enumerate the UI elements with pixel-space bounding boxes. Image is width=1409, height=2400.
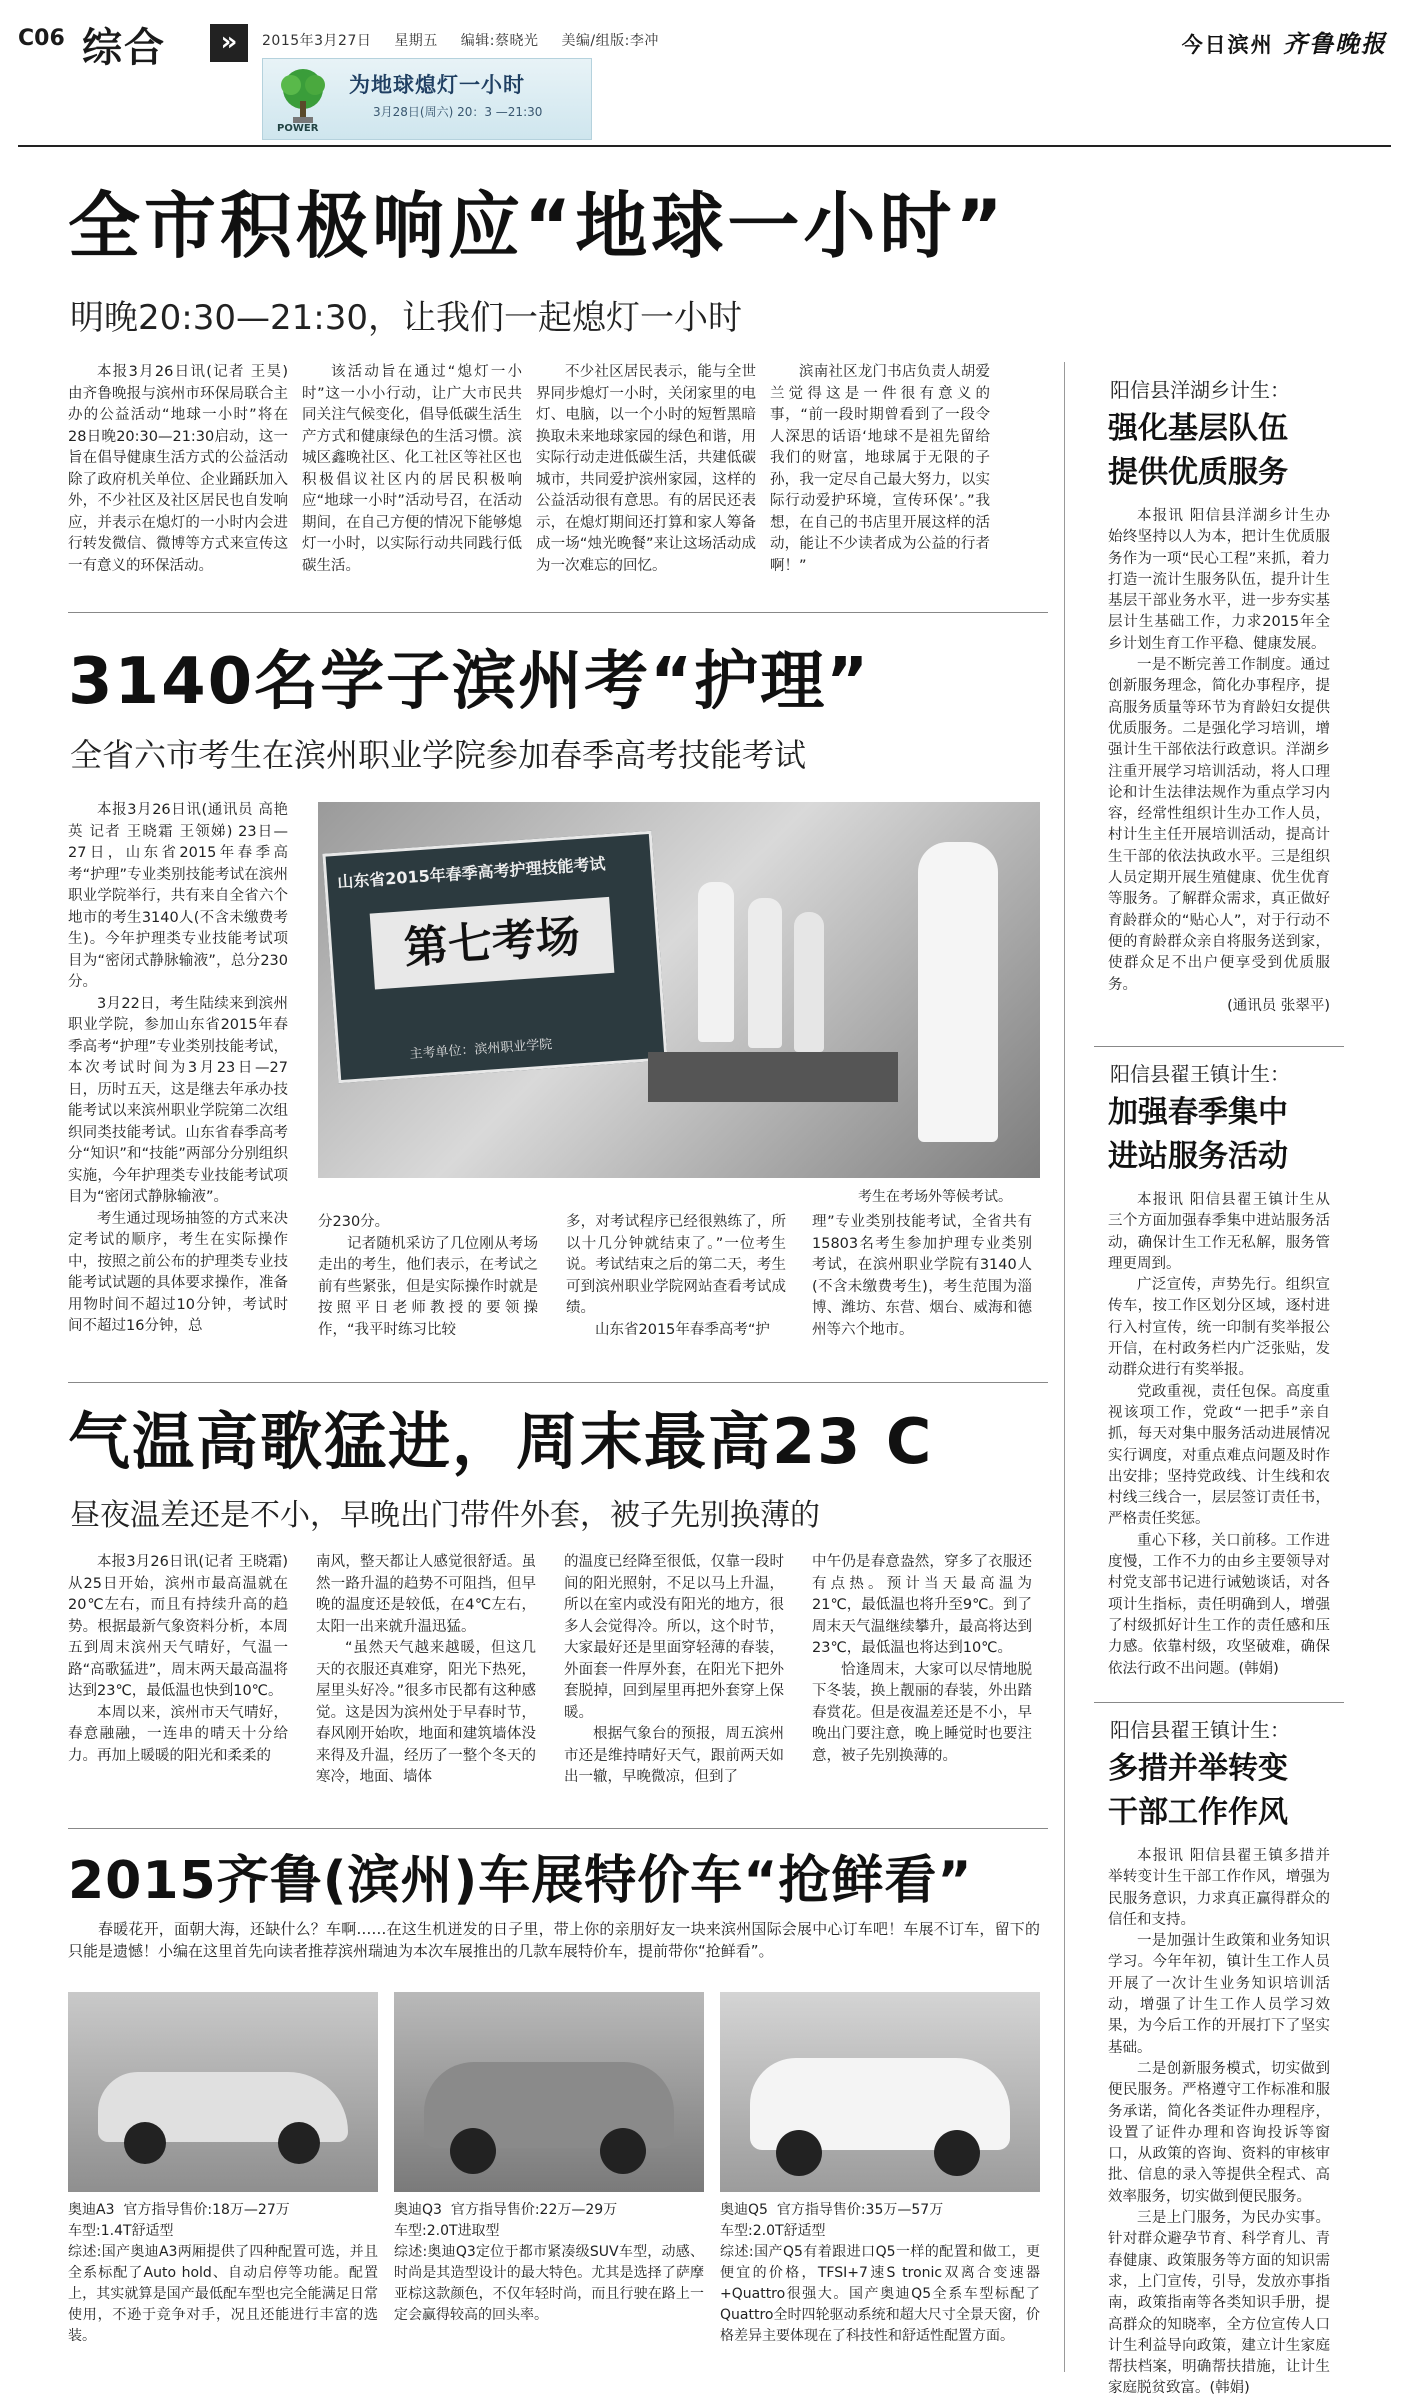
car-photo-q5 [720, 1992, 1040, 2192]
car-name: 奥迪A3 [68, 2202, 115, 2218]
article2-col1: 本报3月26日讯(通讯员 高艳英 记者 王晓霜 王领娣) 23日—27日，山东省2015年春季高考“护理”专业类别技能考试在滨州职业学院举行，共有来自全省六个地市的考生3140人(不含未缴费考生)。今年护理类专业技能考试项目为“密闭式静脉输液”，总分230分。 3月22日，考生陆续来到滨州职业学院，参加山东省2015年春季高考“护理”专业类别技能考试，本次考试时间为3月23日—27日，历时五天，这是继去年承办技能考试以来滨州职业学院第二次组织同类技能考试。山东省春季高考分“知识”和“技能”两部分分别组织实施，今年护理类专业技能考试项目为“密闭式静脉输液”。 考生通过现场抽签的方式来决定考试的顺序，考生在实际操作中，按照之前公布的护理类专业技能考试试题的具体要求操作，准备用物时间不超过10分钟，考试时间不超过16分钟，总 [68, 802, 288, 1334]
article3-col3: 的温度已经降至很低，仅靠一段时间的阳光照射，不足以马上升温，所以在室内或没有阳光的地方，很多人会觉得冷。所以，这个时节，大家最好还是里面穿轻薄的春装，外面套一件厚外套，在阳光下把外套脱掉，回到屋里再把外套穿上保暖。 根据气象台的预报，周五滨州市还是维持晴好天气，跟前两天如出一辙，早晚微凉，但到了 [564, 1554, 784, 1785]
nurse-figure [794, 912, 824, 1052]
banner-power-label: POWER [277, 123, 319, 134]
banner-subtitle: 3月28日(周六) 20：3 —21:30 [373, 105, 543, 119]
car-price: 官方指导售价:18万—27万 [123, 2202, 290, 2218]
earth-hour-banner [262, 58, 592, 140]
page-number: C06 [18, 26, 65, 51]
photo-caption: 考生在考场外等候考试。 [858, 1189, 1012, 1205]
design-credit: 美编/组版:李冲 [561, 33, 659, 49]
car-price: 官方指导售价:22万—29万 [450, 2202, 618, 2218]
issue-date: 2015年3月27日 [262, 33, 372, 49]
car-caption-q5 [720, 2200, 1040, 2370]
car-desc: 综述:国产奥迪A3两厢提供了四种配置可选，并且全系标配了Auto hold、自动启停等功能。配置上，其实就算是国产最低配车型也完全能满足日常使用，不逊于竞争对手，况且还能进行丰富的选装。 [68, 2244, 378, 2344]
sidebar2-title-line2: 进站服务活动 [1108, 1139, 1288, 1174]
car-price: 官方指导售价:35万—57万 [776, 2202, 944, 2218]
article4-headline: 2015齐鲁(滨州)车展特价车“抢鲜看” [68, 1851, 973, 1911]
article1-subhead: 明晚20:30—21:30，让我们一起熄灯一小时 [70, 298, 742, 338]
header-rule [18, 145, 1391, 147]
sidebar1-kicker: 阳信县洋湖乡计生： [1110, 378, 1290, 402]
banner-title: 为地球熄灯一小时 [349, 73, 525, 97]
article2-col2: 分230分。 记者随机采访了几位刚从考场走出的考生，他们表示，在考试之前有些紧张，但是实际操作时就是按照平日老师教授的要领操作，“我平时练习比较 [318, 1214, 538, 1338]
car-caption-a3 [68, 2200, 378, 2370]
article3-headline: 气温高歌猛进，周末最高23 C [68, 1405, 934, 1478]
sidebar3-title-line2: 干部工作作风 [1108, 1795, 1288, 1830]
sidebar2-kicker: 阳信县翟王镇计生： [1110, 1062, 1290, 1086]
article1-col4: 滨南社区龙门书店负责人胡爱兰觉得这是一件很有意义的事，“前一段时期曾看到了一段令人深思的话语‘地球不是祖先留给我们的财富，地球属于无限的子孙，我一定尽自己最大努力，以实际行动爱护环境，宣传环保’。”我想，在自己的书店里开展这样的活动，能让不少读者成为公益的行者啊！” [770, 364, 990, 574]
chevron-double-right-icon: » [210, 24, 248, 62]
board-org: 主考单位：滨州职业学院 [409, 1037, 553, 1063]
divider [1094, 1702, 1344, 1703]
brand-prefix: 今日滨州 [1181, 33, 1274, 57]
article1-headline: 全市积极响应“地球一小时” [68, 184, 1007, 268]
exam-photo [318, 802, 1040, 1178]
board-title: 山东省2015年春季高考护理技能考试 [336, 854, 606, 892]
divider [1094, 1046, 1344, 1047]
article2-headline: 3140名学子滨州考“护理” [68, 645, 871, 719]
car-caption-q3 [394, 2200, 704, 2370]
car-model: 车型:2.0T进取型 [394, 2223, 500, 2239]
nurse-figure [698, 882, 734, 1042]
editor-credit: 编辑:蔡晓光 [460, 33, 539, 49]
header-meta [262, 30, 677, 50]
board-room: 第七考场 [370, 897, 615, 990]
exam-room-board [322, 831, 667, 1083]
brand-name: 齐鲁晚报 [1283, 29, 1387, 58]
divider [68, 612, 1048, 613]
sidebar1-body: 本报讯 阳信县洋湖乡计生办始终坚持以人为本，把计生优质服务作为一项“民心工程”来抓，着力打造一流计生服务队伍，提升计生基层干部业务水平，进一步夯实基层计生基础工作，力求2015年全乡计划生育工作平稳、健康发展。 一是不断完善工作制度。通过创新服务理念，简化办事程序，提高服务质量等环节为育龄妇女提供优质服务。二是强化学习培训，增强计生干部依法行政意识。洋湖乡注重开展学习培训活动，将人口理论和计生法律法规作为重点学习内容，经常性组织计生办工作人员，村计生主任开展培训活动，提高计生干部的依法执政水平。三是组织人员定期开展生殖健康、优生优育等服务。了解群众需求，真正做好育龄群众的“贴心人”，对于行动不便的育龄群众亲自将服务送到家，使群众足不出户便享受到优质服务。 (通讯员 张翠平) [1108, 506, 1330, 1038]
article1-col1: 本报3月26日讯(记者 王昊) 由齐鲁晚报与滨州市环保局联合主办的公益活动“地球一小时”将在28日晚20:30—21:30启动，这一旨在倡导健康生活方式的公益活动除了政府机关单位、企业踊跃加入外，不少社区及社区居民也自发响应，并表示在熄灯的一小时内会进行转发微信、微博等方式来宣传这一有意义的环保活动。 [68, 364, 288, 574]
article3-col1: 本报3月26日讯(记者 王晓霜) 从25日开始，滨州市最高温就在20℃左右，而且有持续升高的趋势。根据最新气象资料分析，本周五到周末滨州天气晴好，气温一路“高歌猛进”，周末两天最高温将达到23℃，最低温也快到10℃。 本周以来，滨州市天气晴好，春意融融，一连串的晴天十分给力。再加上暖暖的阳光和柔柔的 [68, 1554, 288, 1764]
sidebar2-title-line1: 加强春季集中 [1108, 1095, 1288, 1130]
exam-table [648, 1052, 898, 1102]
section-title: 综合 [82, 25, 166, 71]
masthead-brand [1182, 24, 1387, 59]
divider [68, 1828, 1048, 1829]
sidebar3-title-line1: 多措并举转变 [1108, 1751, 1288, 1786]
car-desc: 综述:奥迪Q3定位于都市紧凑级SUV车型，动感、时尚是其造型设计的最大特色。尤其是选择了萨摩亚棕这款颜色，不仅年轻时尚，而且行驶在路上一定会赢得较高的回头率。 [394, 2244, 704, 2323]
sidebar-divider [1064, 362, 1065, 2372]
sidebar1-sign: (通讯员 张翠平) [1227, 997, 1330, 1014]
article2-subhead: 全省六市考生在滨州职业学院参加春季高考技能考试 [70, 736, 807, 774]
article1-col3: 不少社区居民表示，能与全世界同步熄灯一小时，关闭家里的电灯、电脑，以一个小时的短暂黑暗换取未来地球家园的绿色和谐，用实际行动走进低碳生活，共建低碳城市，共同爱护滨州家园，这样的公益活动很有意思。有的居民还表示，在熄灯期间还打算和家人筹备成一场“烛光晚餐”来让这场活动成为一次难忘的回忆。 [536, 364, 756, 574]
nurse-figure [918, 842, 998, 1142]
article4-lead: 春暖花开，面朝大海，还缺什么？车啊……在这生机迸发的日子里，带上你的亲朋好友一块来滨州国际会展中心订车吧！车展不订车，留下的只能是遗憾！小编在这里首先向读者推荐滨州瑞迪为本次车展推出的几款车展特价车，提前带你“抢鲜看”。 [68, 1920, 1040, 1960]
article3-subhead: 昼夜温差还是不小，早晚出门带件外套，被子先别换薄的 [70, 1498, 820, 1533]
car-photo-a3 [68, 1992, 378, 2192]
article2-col4: 理”专业类别技能考试，全省共有15803名考生参加护理专业类别考试，在滨州职业学院有3140人(不含未缴费考生)，考生范围为淄博、潍坊、东营、烟台、威海和德州等六个地市。 [812, 1214, 1032, 1338]
article3-col4: 中午仍是春意盎然，穿多了衣服还有点热。预计当天最高温为21℃，最低温也将升至9℃。到了周末天气温继续攀升，最高将达到23℃，最低温也将达到10℃。 恰逢周末，大家可以尽情地脱下冬装，换上靓丽的春装，外出踏春赏花。但是夜温差还是不小，早晚出门要注意，晚上睡觉时也要注意，被子先别换薄的。 [812, 1554, 1032, 1764]
car-name: 奥迪Q3 [394, 2202, 442, 2218]
car-name: 奥迪Q5 [720, 2202, 768, 2218]
sidebar3-kicker: 阳信县翟王镇计生： [1110, 1718, 1290, 1742]
car-photo-q3 [394, 1992, 704, 2192]
sidebar1-title-line1: 强化基层队伍 [1108, 411, 1288, 446]
car-model: 车型:1.4T舒适型 [68, 2223, 174, 2239]
article2-col3: 多，对考试程序已经很熟练了，所以十几分钟就结束了。”一位考生说。考试结束之后的第二天，考生可到滨州职业学院网站查看考试成绩。 山东省2015年春季高考“护 [566, 1214, 786, 1338]
nurse-figure [748, 898, 782, 1048]
issue-weekday: 星期五 [394, 33, 438, 49]
sidebar1-title-line2: 提供优质服务 [1108, 455, 1288, 490]
article3-col2: 南风，整天都让人感觉很舒适。虽然一路升温的趋势不可阻挡，但早晚的温度还是较低，在4℃左右，太阳一出来就升温迅猛。 “虽然天气越来越暖，但这几天的衣服还真难穿，阳光下热死，屋里头好冷。”很多市民都有这种感觉。这是因为滨州处于早春时节，春风刚开始吹，地面和建筑墙体没来得及升温，经历了一整个冬天的寒冷，地面、墙体 [316, 1554, 536, 1785]
sidebar3-body: 本报讯 阳信县翟王镇多措并举转变计生干部工作作风，增强为民服务意识，力求真正赢得群众的信任和支持。 一是加强计生政策和业务知识学习。今年年初，镇计生工作人员开展了一次计生业务知识培训活动，增强了计生工作人员学习效果，为今后工作的开展打下了坚实基础。 二是创新服务模式，切实做到便民服务。严格遵守工作标准和服务承诺，简化各类证件办理程序，设置了证件办理和咨询投诉等窗口，从政策的咨询、资料的审核审批、信息的录入等提供全程式、高效率服务，切实做到便民服务。 三是上门服务，为民办实事。针对群众避孕节育、科学育儿、青春健康、政策服务等方面的知识需求，上门宣传，引导，发放亦事指南，政策指南等各类知识手册，提高群众的知晓率，全方位宣传人口计生利益导向政策，建立计生家庭帮扶档案，明确帮扶措施，让计生家庭脱贫致富。(韩娟) [1108, 1848, 1330, 2397]
article1-col2: 该活动旨在通过“熄灯一小时”这一小小行动，让广大市民共同关注气候变化，倡导低碳生活生产方式和健康绿色的生活习惯。滨城区鑫晚社区、化工社区等社区也积极倡议社区内的居民积极响应“地球一小时”活动号召，在活动期间，在自己方便的情况下能够熄灯一小时，以实际行动共同践行低碳生活。 [302, 364, 522, 574]
sidebar2-body: 本报讯 阳信县翟王镇计生从三个方面加强春季集中进站服务活动，确保计生工作无私解，服务管理更周到。 广泛宣传，声势先行。组织宣传车，按工作区划分区域，逐村进行入村宣传，统一印制有奖举报公开信，在村政务栏内广泛张贴，发动群众进行有奖举报。 党政重视，责任包保。高度重视该项工作，党政“一把手”亲自抓，每天对集中服务活动进展情况实行调度，对重点难点问题及时作出安排；坚持党政线、计生线和农村线三线合一，层层签订责任书，严格责任奖惩。 重心下移，关口前移。工作进度慢，工作不力的由乡主要领导对村党支部书记进行诫勉谈话，对各项计生指标，责任明确到人，增强了村级抓好计生工作的责任感和压力感。依靠村级，攻坚破难，确保依法行政不出问题。(韩娟) [1108, 1192, 1330, 1677]
car-desc: 综述:国产Q5有着跟进口Q5一样的配置和做工，更便宜的价格，TFSI+7速S tronic双离合变速器+Quattro很强大。国产奥迪Q5全系车型标配了Quattro全时四轮驱动系统和超大尺寸全景天窗，价格差异主要体现在了科技性和舒适性配置方面。 [720, 2244, 1040, 2344]
divider [68, 1382, 1048, 1383]
car-model: 车型:2.0T舒适型 [720, 2223, 826, 2239]
